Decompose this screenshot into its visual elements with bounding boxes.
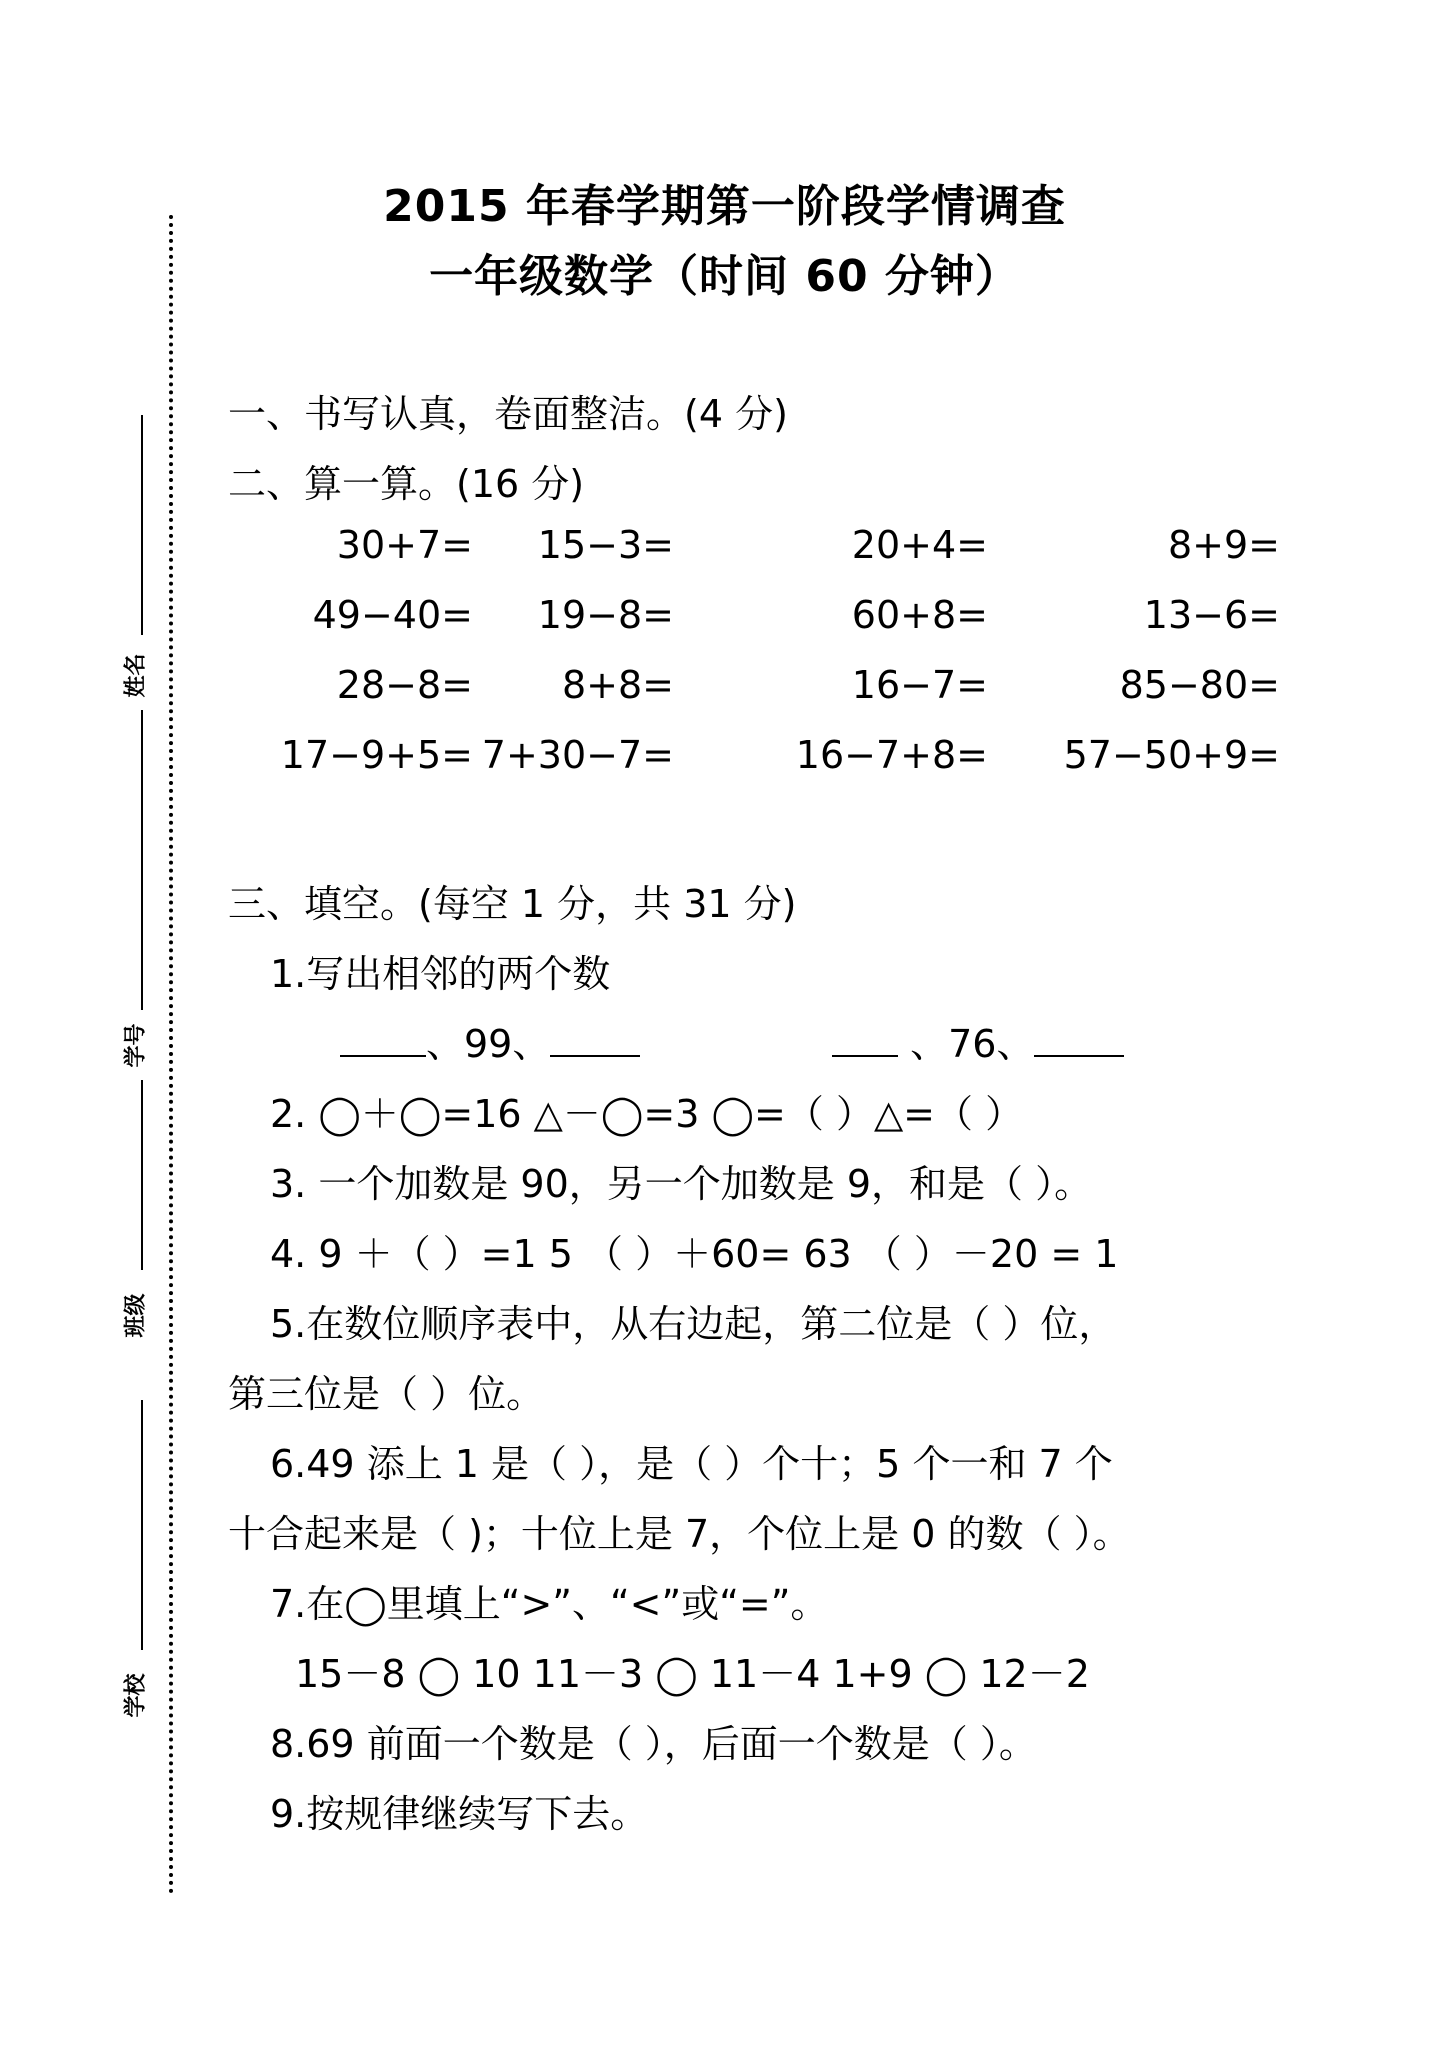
page-title: 2015 年春学期第一阶段学情调查 — [383, 181, 1066, 232]
section2-heading: 二、算一算。(16 分) — [228, 462, 585, 506]
q1-row-b — [832, 1013, 1124, 1068]
id-label: 学号 — [123, 1023, 149, 1068]
school-label: 学校 — [123, 1673, 149, 1718]
equation-2-4: 13−6= — [1143, 593, 1280, 637]
class-label: 班级 — [123, 1293, 149, 1338]
page-subtitle: 一年级数学（时间 60 分钟） — [429, 251, 1020, 302]
equation-1-4: 8+9= — [1167, 523, 1280, 567]
q4-text: 4. 9 ＋（ ）=1 5 （ ）＋60= 63 （ ）－20 = 1 — [270, 1232, 1119, 1276]
equation-3-4: 85−80= — [1119, 663, 1280, 707]
q6-line1: 6.49 添上 1 是（ ），是（ ）个十；5 个一和 7 个 — [270, 1442, 1113, 1486]
equation-3-2: 8+8= — [561, 663, 674, 707]
q7-text: 7.在◯里填上“>”、“<”或“=”。 — [270, 1582, 829, 1626]
name-label: 姓名 — [123, 653, 149, 698]
q7-items: 15－8 ◯ 10 11－3 ◯ 11－4 1+9 ◯ 12－2 — [295, 1652, 1090, 1696]
equation-2-1: 49−40= — [312, 593, 473, 637]
equation-4-4: 57−50+9= — [1063, 733, 1280, 777]
equation-1-1: 30+7= — [336, 523, 473, 567]
q5-line1: 5.在数位顺序表中，从右边起，第二位是（ ）位， — [270, 1302, 1117, 1346]
id-field-line — [141, 710, 143, 1010]
binding-dotted-line — [169, 215, 173, 1895]
q8-text: 8.69 前面一个数是（ ），后面一个数是（ ）。 — [270, 1722, 1037, 1766]
q1-blank-1[interactable] — [340, 1025, 426, 1057]
q2-text: 2. ◯＋◯=16 △－◯=3 ◯=（ ）△=（ ） — [270, 1092, 1024, 1136]
q1-blank-3[interactable] — [832, 1025, 898, 1057]
q9-text: 9.按规律继续写下去。 — [270, 1792, 649, 1836]
equation-2-2: 19−8= — [537, 593, 674, 637]
q1-blank-4[interactable] — [1034, 1025, 1124, 1057]
q1-b: 、76、 — [910, 1022, 1035, 1066]
equation-3-3: 16−7= — [851, 663, 988, 707]
equation-4-3: 16−7+8= — [795, 733, 988, 777]
q5-line2: 第三位是（ ）位。 — [228, 1372, 545, 1416]
equation-4-1: 17−9+5= — [280, 733, 473, 777]
equation-3-1: 28−8= — [336, 663, 473, 707]
school-field-line — [141, 1400, 143, 1650]
class-field-line — [141, 1080, 143, 1270]
section3-heading: 三、填空。(每空 1 分，共 31 分) — [228, 882, 797, 926]
equation-1-3: 20+4= — [851, 523, 988, 567]
name-field-line — [141, 415, 143, 635]
q3-text: 3. 一个加数是 90，另一个加数是 9，和是（ ）。 — [270, 1162, 1093, 1206]
q1-text: 1.写出相邻的两个数 — [270, 952, 611, 996]
q6-line2: 十合起来是（ )；十位上是 7，个位上是 0 的数（ ）。 — [228, 1512, 1131, 1556]
q1-a: 、99、 — [426, 1022, 551, 1066]
equation-4-2: 7+30−7= — [481, 733, 674, 777]
section1-heading: 一、书写认真，卷面整洁。(4 分) — [228, 392, 788, 436]
q1-row — [340, 1013, 640, 1068]
equation-2-3: 60+8= — [851, 593, 988, 637]
equation-1-2: 15−3= — [537, 523, 674, 567]
q1-blank-2[interactable] — [550, 1025, 640, 1057]
